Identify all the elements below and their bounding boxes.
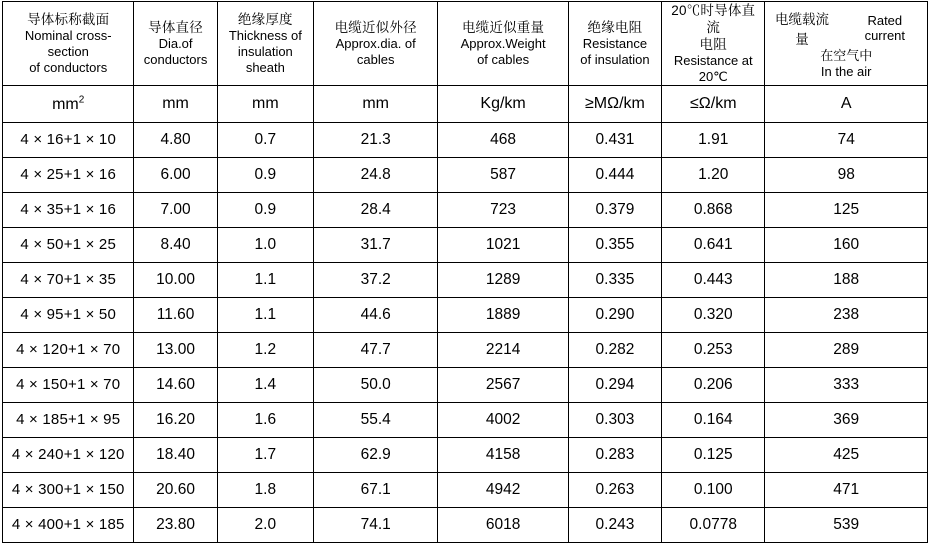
table-row	[3, 333, 928, 368]
cell-value: 0.303	[595, 411, 635, 428]
cell-value: 471	[833, 481, 860, 498]
table-row	[3, 298, 928, 333]
cell-approx-outer-diameter	[313, 473, 437, 508]
table-row	[3, 508, 928, 543]
cell-value: 18.40	[156, 446, 195, 463]
cell-value: 1.2	[254, 341, 277, 358]
cell-value: 0.290	[595, 306, 635, 323]
cell-value: 369	[833, 411, 860, 428]
cell-value: 4 × 16+1 × 10	[20, 131, 117, 148]
cell-rated-current	[765, 508, 928, 543]
cell-nominal-cross-section	[3, 473, 134, 508]
cell-dc-resistance	[662, 508, 765, 543]
cell-value: 0.100	[693, 481, 733, 498]
cell-nominal-cross-section	[3, 508, 134, 543]
cell-value: 468	[490, 131, 517, 148]
cell-value: 98	[837, 166, 855, 183]
column-header-insulation-thickness	[217, 2, 313, 86]
cell-value: 4 × 25+1 × 16	[20, 166, 117, 183]
cell-approx-weight	[438, 403, 568, 438]
cell-nominal-cross-section	[3, 158, 134, 193]
cell-value: 188	[833, 271, 860, 288]
cell-rated-current	[765, 263, 928, 298]
cell-value: 1.4	[254, 376, 277, 393]
cell-value: 0.283	[595, 446, 635, 463]
cell-insulation-resistance	[568, 228, 661, 263]
header-row-units	[3, 86, 928, 123]
cell-value: 4 × 35+1 × 16	[20, 201, 117, 218]
table-header	[3, 2, 928, 123]
header-en-label: Resistance of insulation	[580, 36, 650, 67]
unit-label: mm	[162, 95, 189, 112]
cell-dc-resistance	[662, 438, 765, 473]
column-header-nominal-cross-section	[3, 2, 134, 86]
table-row	[3, 263, 928, 298]
cell-dc-resistance	[662, 403, 765, 438]
cell-value: 0.125	[693, 446, 733, 463]
cell-insulation-thickness	[217, 228, 313, 263]
cell-nominal-cross-section	[3, 123, 134, 158]
cell-value: 1.20	[698, 166, 729, 183]
cell-insulation-resistance	[568, 193, 661, 228]
unit-conductor-diameter	[134, 86, 217, 123]
cell-value: 1.91	[698, 131, 729, 148]
cell-value: 723	[490, 201, 517, 218]
cell-value: 0.443	[693, 271, 733, 288]
cell-approx-weight	[438, 263, 568, 298]
cell-value: 4 × 150+1 × 70	[16, 376, 121, 393]
cell-rated-current	[765, 123, 928, 158]
cell-value: 0.9	[254, 166, 277, 183]
cell-conductor-diameter	[134, 368, 217, 403]
cell-value: 1.8	[254, 481, 277, 498]
cell-value: 6.00	[160, 166, 191, 183]
cell-value: 1.1	[254, 306, 277, 323]
cell-conductor-diameter	[134, 298, 217, 333]
cell-rated-current	[765, 368, 928, 403]
cell-approx-weight	[438, 193, 568, 228]
cell-value: 67.1	[360, 481, 391, 498]
cell-nominal-cross-section	[3, 263, 134, 298]
cell-conductor-diameter	[134, 508, 217, 543]
cell-dc-resistance	[662, 333, 765, 368]
cell-nominal-cross-section	[3, 368, 134, 403]
cell-value: 0.294	[595, 376, 635, 393]
cell-insulation-thickness	[217, 158, 313, 193]
cell-value: 6018	[485, 516, 521, 533]
cell-insulation-resistance	[568, 123, 661, 158]
cell-insulation-thickness	[217, 193, 313, 228]
cell-conductor-diameter	[134, 438, 217, 473]
table-row	[3, 368, 928, 403]
cell-dc-resistance	[662, 263, 765, 298]
cell-rated-current	[765, 333, 928, 368]
cell-rated-current	[765, 193, 928, 228]
cell-value: 4.80	[160, 131, 191, 148]
cell-conductor-diameter	[134, 263, 217, 298]
cell-insulation-resistance	[568, 508, 661, 543]
cell-insulation-resistance	[568, 473, 661, 508]
cell-conductor-diameter	[134, 333, 217, 368]
header-cn-label: 20℃时导体直流 电阻	[671, 3, 756, 52]
cell-value: 24.8	[360, 166, 391, 183]
cell-approx-outer-diameter	[313, 123, 437, 158]
cell-value: 4942	[485, 481, 521, 498]
cell-value: 28.4	[360, 201, 391, 218]
header-row-titles	[3, 2, 928, 86]
cell-conductor-diameter	[134, 158, 217, 193]
cell-value: 2.0	[254, 516, 277, 533]
cell-insulation-thickness	[217, 508, 313, 543]
cell-conductor-diameter	[134, 193, 217, 228]
cell-value: 44.6	[360, 306, 391, 323]
table-row	[3, 438, 928, 473]
cell-approx-weight	[438, 123, 568, 158]
unit-label: $mm^2$	[52, 94, 85, 113]
cell-value: 62.9	[360, 446, 391, 463]
cell-value: 0.282	[595, 341, 635, 358]
cell-value: 4002	[485, 411, 521, 428]
cell-value: 4 × 95+1 × 50	[20, 306, 117, 323]
unit-dc-resistance	[662, 86, 765, 123]
unit-label: Kg/km	[480, 95, 526, 112]
table-row	[3, 403, 928, 438]
cell-approx-weight	[438, 228, 568, 263]
cell-approx-outer-diameter	[313, 403, 437, 438]
unit-label: mm	[252, 95, 279, 112]
cell-approx-weight	[438, 508, 568, 543]
cell-value: 0.379	[595, 201, 635, 218]
cell-value: 4 × 120+1 × 70	[16, 341, 121, 358]
cell-insulation-resistance	[568, 403, 661, 438]
unit-label: ≤Ω/km	[690, 95, 737, 112]
cell-approx-outer-diameter	[313, 263, 437, 298]
cell-value: 0.868	[693, 201, 733, 218]
unit-approx-weight	[438, 86, 568, 123]
table-row	[3, 193, 928, 228]
cell-value: 74	[837, 131, 855, 148]
header-en-label: Dia.of conductors	[143, 36, 208, 67]
cell-insulation-thickness	[217, 438, 313, 473]
cell-value: 160	[833, 236, 860, 253]
cell-value: 0.320	[693, 306, 733, 323]
cell-value: 333	[833, 376, 860, 393]
cell-insulation-thickness	[217, 473, 313, 508]
cell-value: 7.00	[160, 201, 191, 218]
header-en-label: Rated current	[864, 12, 906, 43]
column-header-insulation-resistance	[568, 2, 661, 86]
cell-conductor-diameter	[134, 403, 217, 438]
cell-value: 0.355	[595, 236, 635, 253]
cell-value: 1889	[485, 306, 521, 323]
cell-approx-weight	[438, 368, 568, 403]
cell-conductor-diameter	[134, 473, 217, 508]
cell-value: 125	[833, 201, 860, 218]
cell-value: 8.40	[160, 236, 191, 253]
cell-value: 587	[490, 166, 517, 183]
cell-value: 0.206	[693, 376, 733, 393]
cell-approx-outer-diameter	[313, 158, 437, 193]
cell-insulation-resistance	[568, 438, 661, 473]
cell-insulation-resistance	[568, 333, 661, 368]
cell-value: 47.7	[360, 341, 391, 358]
column-header-rated-current	[765, 2, 928, 86]
column-header-approx-weight	[438, 2, 568, 86]
unit-insulation-resistance	[568, 86, 661, 123]
cell-conductor-diameter	[134, 123, 217, 158]
table-row	[3, 228, 928, 263]
table-row	[3, 123, 928, 158]
cell-value: 50.0	[360, 376, 391, 393]
cell-rated-current	[765, 228, 928, 263]
cell-rated-current	[765, 403, 928, 438]
cell-value: 0.641	[693, 236, 733, 253]
cell-value: 289	[833, 341, 860, 358]
unit-nominal-cross-section	[3, 86, 134, 123]
header-en-label: Resistance at 20℃	[673, 53, 753, 84]
cell-approx-weight	[438, 333, 568, 368]
cell-value: 74.1	[360, 516, 391, 533]
cell-dc-resistance	[662, 228, 765, 263]
column-header-approx-outer-diameter	[313, 2, 437, 86]
cell-value: 539	[833, 516, 860, 533]
header-cn-label: 电缆载流量	[775, 11, 830, 47]
cell-value: 1.6	[254, 411, 277, 428]
table-row	[3, 473, 928, 508]
cell-value: 4158	[485, 446, 521, 463]
cell-value: 16.20	[156, 411, 195, 428]
cell-approx-outer-diameter	[313, 508, 437, 543]
cell-value: 0.7	[254, 131, 277, 148]
column-header-dc-resistance-20c	[662, 2, 765, 86]
header-en-label: Nominal cross-section of conductors	[24, 28, 112, 75]
table-row	[3, 158, 928, 193]
header-en-label: Approx.dia. of cables	[335, 36, 416, 67]
cell-nominal-cross-section	[3, 333, 134, 368]
cable-specification-table	[2, 1, 928, 543]
cell-approx-outer-diameter	[313, 193, 437, 228]
header-condition-label: 在空气中 In the air	[820, 47, 873, 79]
cell-value: 0.164	[693, 411, 733, 428]
cell-insulation-thickness	[217, 403, 313, 438]
cell-rated-current	[765, 298, 928, 333]
header-cn-label: 电缆近似重量	[461, 20, 545, 35]
header-cn-label: 电缆近似外径	[334, 20, 417, 35]
cell-value: 31.7	[360, 236, 391, 253]
cell-value: 0.0778	[689, 516, 737, 533]
cell-value: 1289	[485, 271, 521, 288]
cell-value: 1.7	[254, 446, 277, 463]
cell-approx-outer-diameter	[313, 368, 437, 403]
cable-specification-sheet	[0, 1, 930, 533]
cell-insulation-resistance	[568, 158, 661, 193]
cell-value: 425	[833, 446, 860, 463]
cell-approx-outer-diameter	[313, 298, 437, 333]
header-cn-label: 绝缘厚度	[237, 12, 293, 27]
header-cn-label: 导体标称截面	[27, 12, 110, 27]
cell-value: 55.4	[360, 411, 391, 428]
cell-insulation-thickness	[217, 263, 313, 298]
cell-nominal-cross-section	[3, 193, 134, 228]
cell-value: 37.2	[360, 271, 391, 288]
cell-dc-resistance	[662, 473, 765, 508]
cell-approx-weight	[438, 438, 568, 473]
cell-nominal-cross-section	[3, 438, 134, 473]
cell-value: 0.243	[595, 516, 635, 533]
unit-label: mm	[362, 95, 389, 112]
cell-rated-current	[765, 473, 928, 508]
cell-value: 238	[833, 306, 860, 323]
cell-approx-outer-diameter	[313, 438, 437, 473]
cell-nominal-cross-section	[3, 228, 134, 263]
unit-approx-outer-diameter	[313, 86, 437, 123]
header-en-label: Approx.Weight of cables	[460, 36, 546, 67]
cell-value: 2567	[485, 376, 521, 393]
column-header-conductor-diameter	[134, 2, 217, 86]
cell-insulation-resistance	[568, 298, 661, 333]
cell-nominal-cross-section	[3, 298, 134, 333]
cell-insulation-thickness	[217, 298, 313, 333]
cell-value: 10.00	[156, 271, 195, 288]
cell-approx-weight	[438, 298, 568, 333]
cell-insulation-thickness	[217, 123, 313, 158]
cell-value: 0.335	[595, 271, 635, 288]
header-cn-label: 导体直径	[148, 20, 203, 35]
cell-value: 4 × 185+1 × 95	[16, 411, 121, 428]
cell-value: 23.80	[156, 516, 195, 533]
cell-conductor-diameter	[134, 228, 217, 263]
cell-nominal-cross-section	[3, 403, 134, 438]
cell-value: 4 × 50+1 × 25	[20, 236, 117, 253]
table-body	[3, 123, 928, 543]
cell-value: 2214	[485, 341, 521, 358]
cell-rated-current	[765, 438, 928, 473]
cell-insulation-resistance	[568, 368, 661, 403]
cell-dc-resistance	[662, 123, 765, 158]
header-en-label: Thickness of insulation sheath	[228, 28, 302, 75]
cell-dc-resistance	[662, 298, 765, 333]
cell-value: 13.00	[156, 341, 195, 358]
unit-label: A	[840, 95, 852, 112]
cell-value: 4 × 70+1 × 35	[20, 271, 117, 288]
unit-insulation-thickness	[217, 86, 313, 123]
cell-insulation-resistance	[568, 263, 661, 298]
cell-value: 0.263	[595, 481, 635, 498]
cell-value: 1.1	[254, 271, 277, 288]
cell-approx-weight	[438, 473, 568, 508]
cell-value: 0.9	[254, 201, 277, 218]
unit-rated-current	[765, 86, 928, 123]
cell-dc-resistance	[662, 193, 765, 228]
cell-value: 14.60	[156, 376, 195, 393]
cell-approx-outer-diameter	[313, 228, 437, 263]
unit-label: ≥MΩ/km	[585, 95, 645, 112]
cell-value: 21.3	[360, 131, 391, 148]
cell-rated-current	[765, 158, 928, 193]
cell-approx-outer-diameter	[313, 333, 437, 368]
cell-dc-resistance	[662, 368, 765, 403]
cell-insulation-thickness	[217, 333, 313, 368]
cell-value: 0.444	[595, 166, 635, 183]
cell-insulation-thickness	[217, 368, 313, 403]
cell-value: 11.60	[156, 306, 195, 323]
cell-value: 1.0	[254, 236, 277, 253]
cell-value: 4 × 400+1 × 185	[11, 516, 125, 533]
cell-value: 0.253	[693, 341, 733, 358]
cell-value: 4 × 240+1 × 120	[11, 446, 125, 463]
cell-approx-weight	[438, 158, 568, 193]
cell-value: 4 × 300+1 × 150	[11, 481, 125, 498]
cell-value: 0.431	[595, 131, 635, 148]
cell-dc-resistance	[662, 158, 765, 193]
cell-value: 20.60	[156, 481, 195, 498]
header-cn-label: 绝缘电阻	[587, 20, 643, 35]
cell-value: 1021	[485, 236, 521, 253]
